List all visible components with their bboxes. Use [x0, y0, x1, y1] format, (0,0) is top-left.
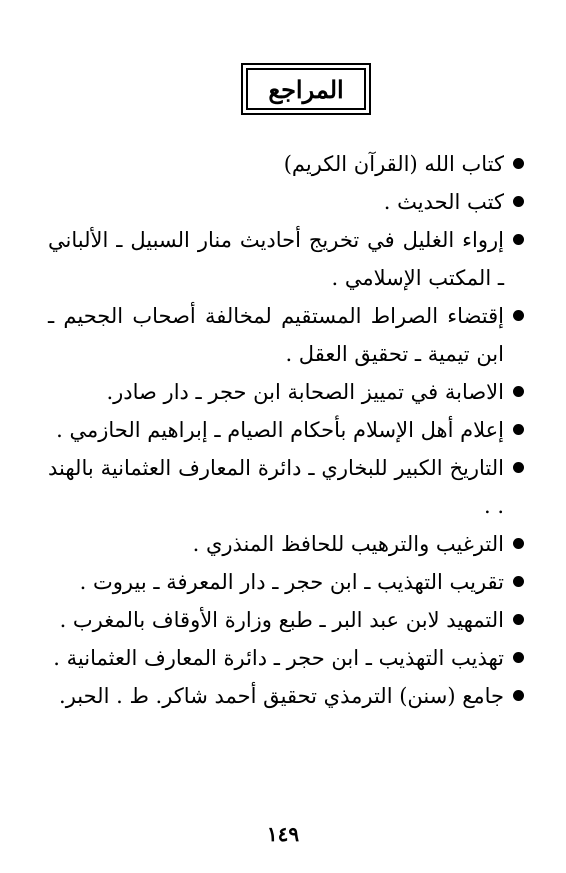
bullet-icon [513, 690, 524, 701]
bullet-icon [513, 196, 524, 207]
reference-text: كتاب الله (القرآن الكريم) [283, 152, 504, 176]
reference-text: تقريب التهذيب ـ ابن حجر ـ دار المعرفة ـ بيروت . [79, 570, 504, 594]
reference-text: الترغيب والترهيب للحافظ المنذري . [192, 532, 504, 556]
reference-text: تهذيب التهذيب ـ ابن حجر ـ دائرة المعارف العثمانية . [53, 646, 504, 670]
reference-text: إعلام أهل الإسلام بأحكام الصيام ـ إبراهيم الحازمي . [56, 418, 504, 442]
reference-text: التاريخ الكبير للبخاري ـ دائرة المعارف العثمانية بالهند . . [48, 456, 504, 518]
reference-text: كتب الحديث . [383, 190, 504, 214]
reference-item [48, 297, 504, 373]
bullet-icon [513, 462, 524, 473]
reference-text: الاصابة في تمييز الصحابة ابن حجر ـ دار صادر. [106, 380, 504, 404]
references-list [48, 145, 504, 715]
reference-text: جامع (سنن) الترمذي تحقيق أحمد شاكر. ط . الحبر. [59, 684, 504, 708]
bullet-icon [513, 576, 524, 587]
reference-text: إرواء الغليل في تخريج أحاديث منار السبيل ـ الألباني ـ المكتب الإسلامي . [48, 228, 504, 290]
reference-item [48, 563, 504, 601]
reference-item [48, 221, 504, 297]
bullet-icon [513, 652, 524, 663]
bullet-icon [513, 234, 524, 245]
page-number: ١٤٩ [266, 822, 300, 846]
reference-text: إقتضاء الصراط المستقيم لمخالفة أصحاب الجحيم ـ ابن تيمية ـ تحقيق العقل . [48, 304, 504, 366]
reference-item [48, 449, 504, 525]
reference-item [48, 145, 504, 183]
reference-item [48, 677, 504, 715]
bullet-icon [513, 614, 524, 625]
reference-item [48, 183, 504, 221]
reference-item [48, 601, 504, 639]
bullet-icon [513, 158, 524, 169]
bullet-icon [513, 538, 524, 549]
page-title: المراجع [246, 68, 366, 110]
reference-item [48, 373, 504, 411]
reference-item [48, 525, 504, 563]
bullet-icon [513, 310, 524, 321]
reference-text: التمهيد لابن عبد البر ـ طبع وزارة الأوقاف بالمغرب . [59, 608, 504, 632]
bullet-icon [513, 424, 524, 435]
bullet-icon [513, 386, 524, 397]
reference-item [48, 411, 504, 449]
reference-item [48, 639, 504, 677]
title-frame [241, 63, 371, 115]
